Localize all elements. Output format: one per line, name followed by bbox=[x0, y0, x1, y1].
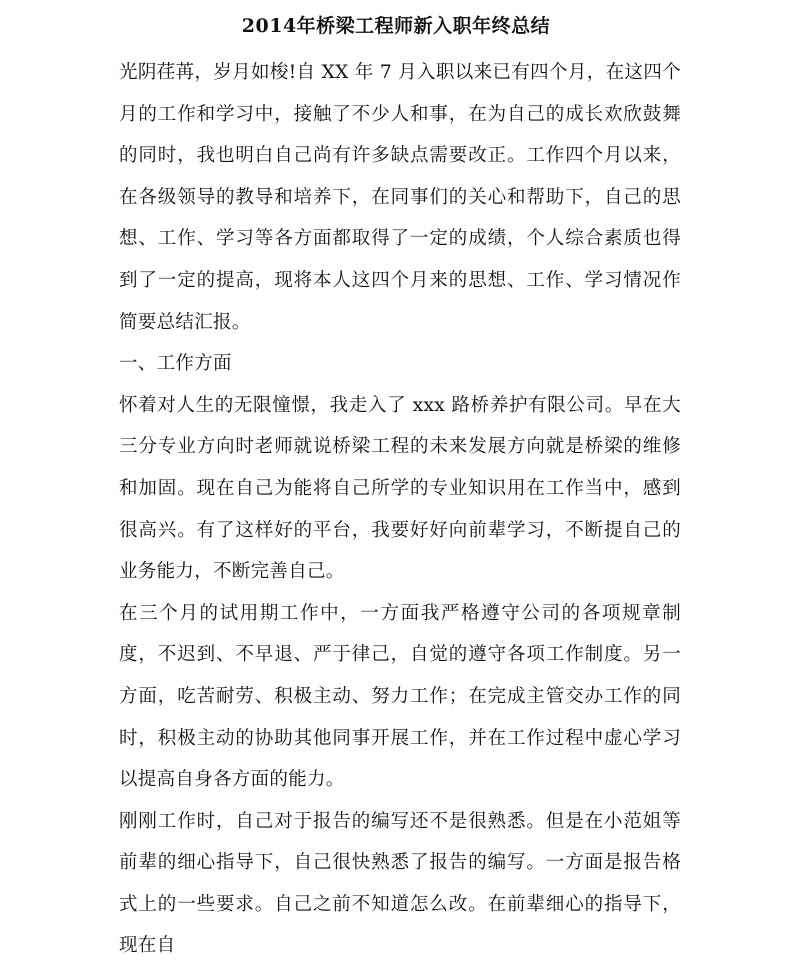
document-body bbox=[119, 52, 681, 967]
section-heading-work: 一、工作方面 bbox=[119, 353, 232, 375]
paragraph-intro: 光阴荏苒，岁月如梭!自 XX 年 7 月入职以来已有四个月，在这四个月的工作和学习中，接触了不少人和事，在为自己的成长欢欣鼓舞的同时，我也明白自己尚有许多缺点需要改正。工作四个月以来，在各级领导的教导和培养下，在同事们的关心和帮助下，自己的思想、工作、学习等各方面都取得了一定的成绩，个人综合素质也得到了一定的提高，现将本人这四个月来的思想、工作、学习情况作简要总结汇报。 bbox=[119, 62, 681, 333]
paragraph-joining-company: 怀着对人生的无限憧憬，我走入了 xxx 路桥养护有限公司。早在大三分专业方向时老师就说桥梁工程的未来发展方向就是桥梁的维修和加固。现在自己为能将自己所学的专业知识用在工作当中，感到很高兴。有了这样好的平台，我要好好向前辈学习，不断提自己的业务能力，不断完善自己。 bbox=[119, 394, 681, 583]
document-title: 2014年桥梁工程师新入职年终总结 bbox=[241, 15, 551, 37]
paragraph-probation: 在三个月的试用期工作中，一方面我严格遵守公司的各项规章制度，不迟到、不早退、严于律己，自觉的遵守各项工作制度。另一方面，吃苦耐劳、积极主动、努力工作；在完成主管交办工作的同时，积极主动的协助其他同事开展工作，并在工作过程中虚心学习以提高自身各方面的能力。 bbox=[119, 602, 681, 791]
paragraph-report-writing: 刚刚工作时，自己对于报告的编写还不是很熟悉。但是在小范姐等前辈的细心指导下，自己很快熟悉了报告的编写。一方面是报告格式上的一些要求。自己之前不知道怎么改。在前辈细心的指导下，现在自 bbox=[119, 810, 681, 957]
